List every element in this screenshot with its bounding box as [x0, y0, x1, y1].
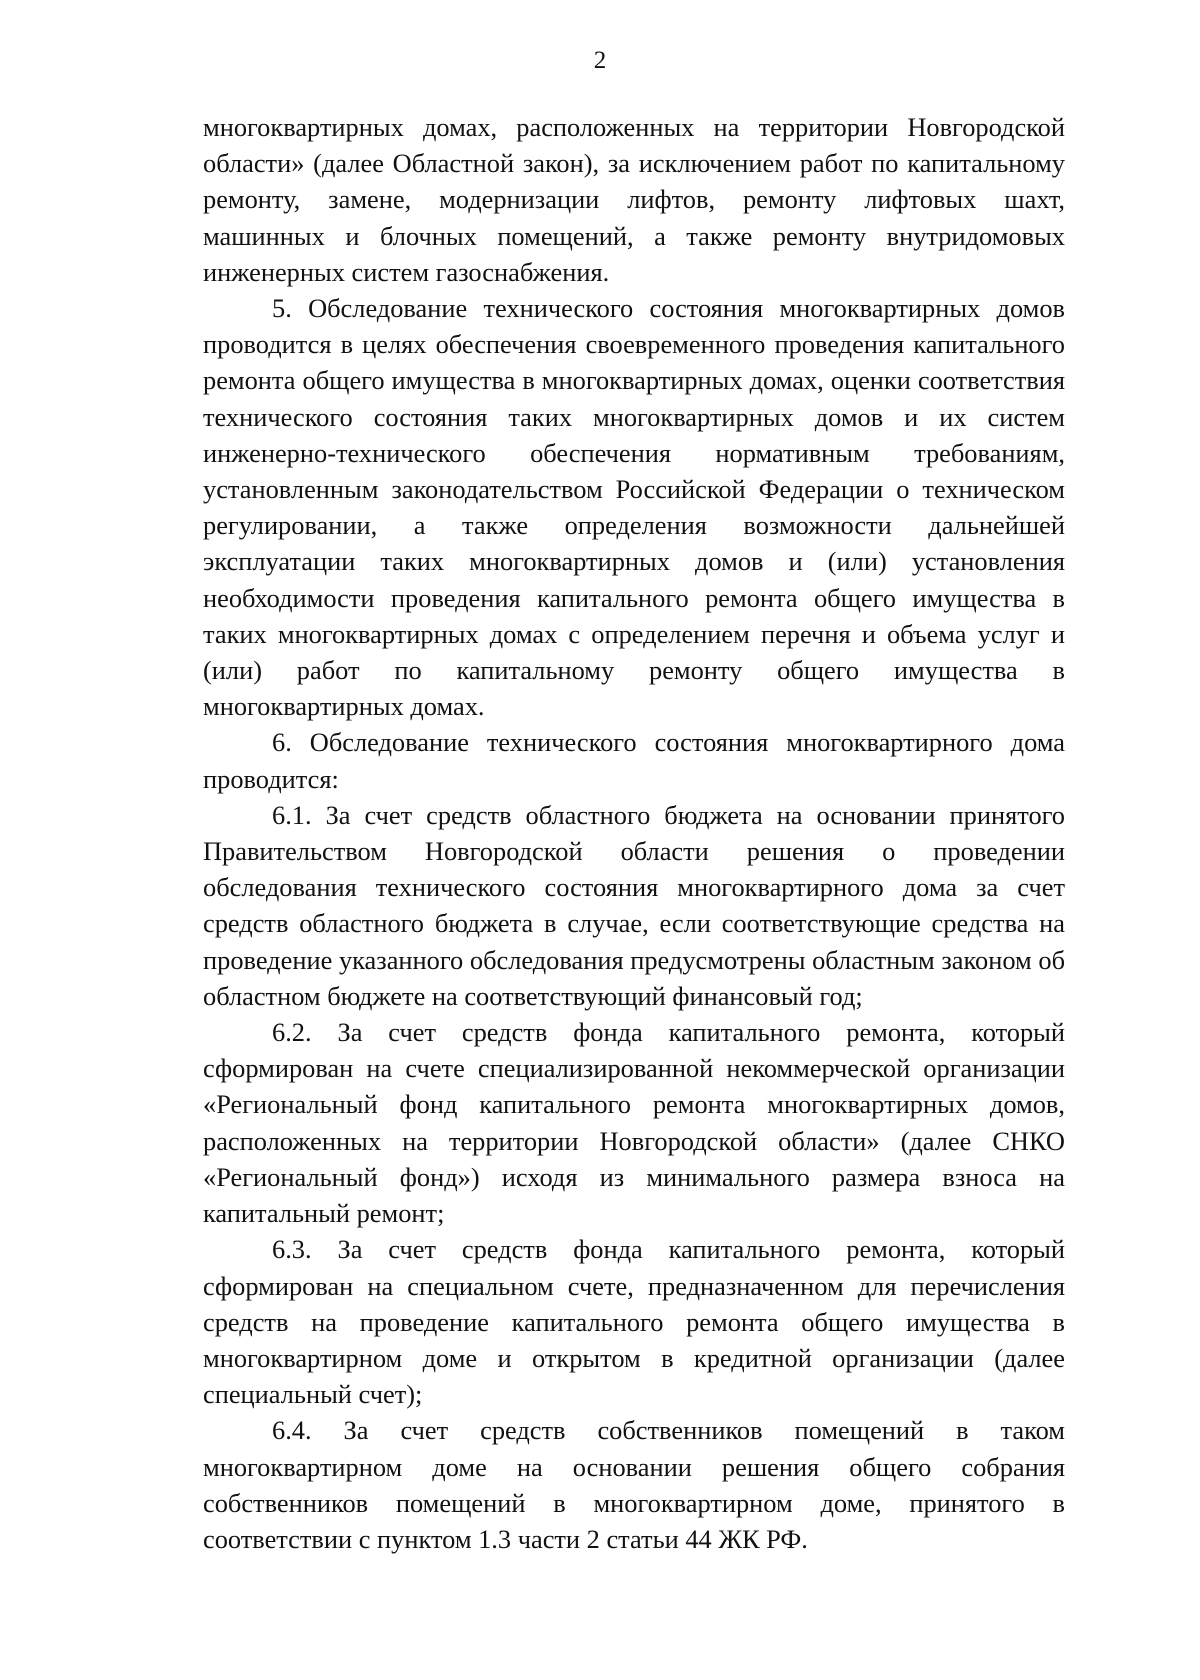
paragraph-6-3: 6.3. За счет средств фонда капитального ремонта, который сформирован на специальном счете, предназначенном для перечисления средств на проведение капитального ремонта общего имущества в многоквартирном доме и открытом в кредитной организации (далее специальный счет);: [203, 1234, 1065, 1410]
paragraph-6: 6. Обследование технического состояния многоквартирного дома проводится:: [203, 727, 1065, 794]
paragraph-5: 5. Обследование технического состояния многоквартирных домов проводится в целях обеспечения своевременного проведения капитального ремонта общего имущества в многоквартирных домах, оценки соответствия технического состояния таких многоквартирных домов и их систем инженерно-технического обеспечения нормативным требованиям, установленным законодательством Российской Федерации о техническом регулировании, а также определения возможности дальнейшей эксплуатации таких многоквартирных домов и (или) установления необходимости проведения капитального ремонта общего имущества в таких многоквартирных домах с определением перечня и объема услуг и (или) работ по капитальному ремонту общего имущества в многоквартирных домах.: [203, 293, 1065, 722]
document-body: [203, 109, 1065, 1557]
paragraph-continuation: многоквартирных домах, расположенных на территории Новгородской области» (далее Областной закон), за исключением работ по капитальному ремонту, замене, модернизации лифтов, ремонту лифтовых шахт, машинных и блочных помещений, а также ремонту внутридомовых инженерных систем газоснабжения.: [203, 112, 1065, 287]
paragraph-6-4: 6.4. За счет средств собственников помещений в таком многоквартирном доме на основании решения общего собрания собственников помещений в многоквартирном доме, принятого в соответствии с пунктом 1.3 части 2 статьи 44 ЖК РФ.: [203, 1415, 1065, 1554]
page-number: 2: [593, 47, 607, 74]
paragraph-6-1: 6.1. За счет средств областного бюджета на основании принятого Правительством Новгородской области решения о проведении обследования технического состояния многоквартирного дома за счет средств областного бюджета в случае, если соответствующие средства на проведение указанного обследования предусмотрены областным законом об областном бюджете на соответствующий финансовый год;: [203, 799, 1065, 1011]
paragraph-6-2: 6.2. За счет средств фонда капитального ремонта, который сформирован на счете специализированной некоммерческой организации «Региональный фонд капитального ремонта многоквартирных домов, расположенных на территории Новгородской области» (далее СНКО «Региональный фонд») исходя из минимального размера взноса на капитальный ремонт;: [203, 1017, 1065, 1229]
